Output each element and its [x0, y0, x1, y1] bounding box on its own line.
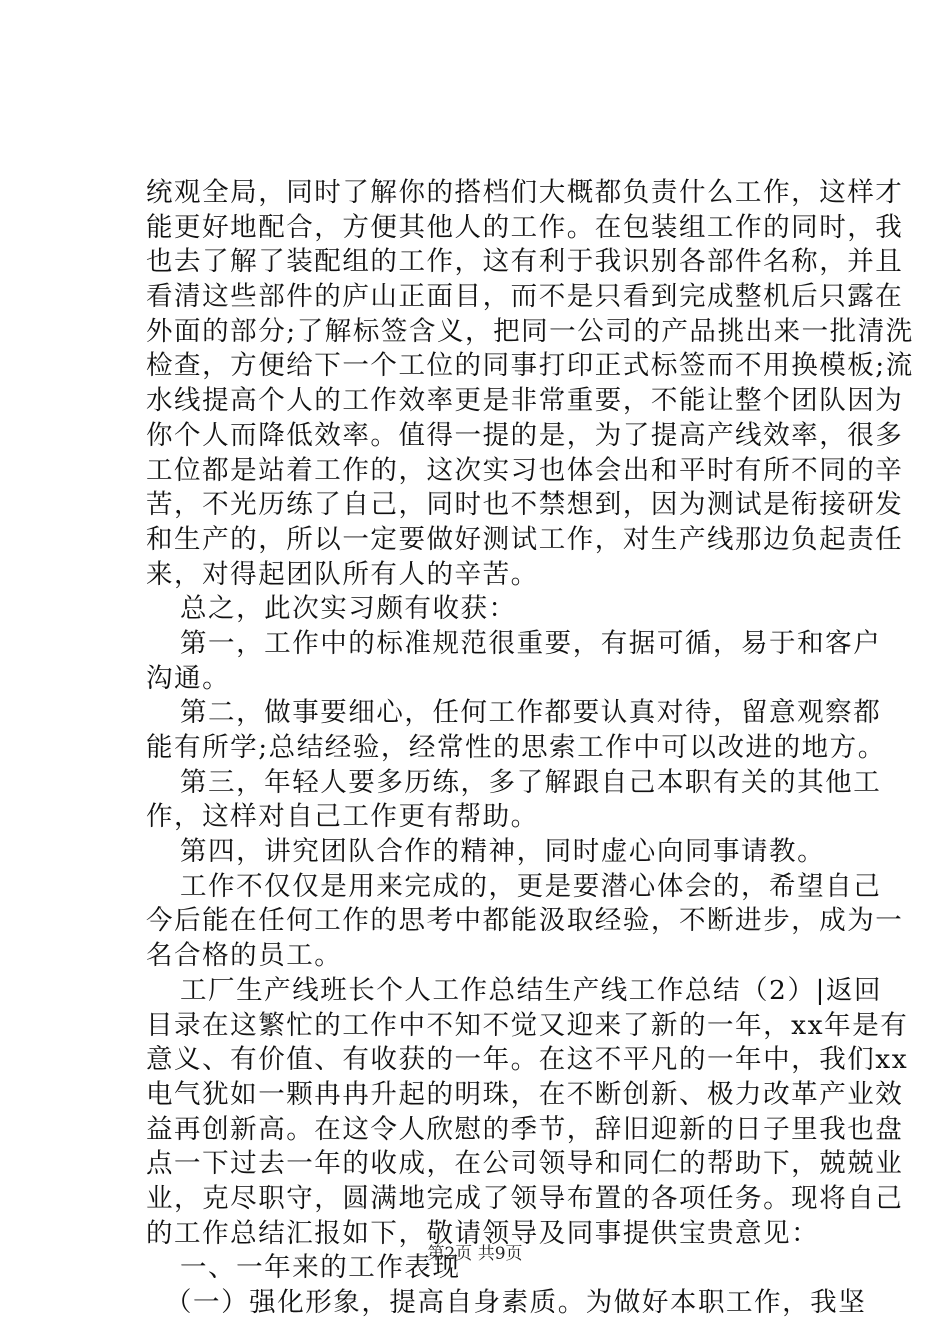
body-text	[146, 176, 914, 1321]
page-footer: 第2页 共9页	[427, 1244, 523, 1264]
text-line: 工厂生产线班长个人工作总结生产线工作总结（2）|返回	[180, 974, 883, 1006]
text-line: 点一下过去一年的收成，在公司领导和同仁的帮助下，兢兢业	[146, 1148, 904, 1180]
text-line: 作，这样对自己工作更有帮助。	[146, 801, 539, 833]
text-line: 也去了解了装配组的工作，这有利于我识别各部件名称，并且	[146, 246, 904, 278]
text-line: 和生产的，所以一定要做好测试工作，对生产线那边负起责任	[146, 523, 904, 555]
text-line: 今后能在任何工作的思考中都能汲取经验，不断进步，成为一	[146, 905, 904, 937]
text-line: 一、一年来的工作表现	[180, 1252, 461, 1284]
text-line: 外面的部分;了解标签含义，把同一公司的产品挑出来一批清洗	[146, 315, 914, 347]
text-line: 你个人而降低效率。值得一提的是，为了提高产线效率，很多	[146, 419, 904, 451]
text-line: 目录在这繁忙的工作中不知不觉又迎来了新的一年，xx年是有	[146, 1009, 909, 1041]
text-line: 来，对得起团队所有人的辛苦。	[146, 558, 539, 590]
text-line: 苦，不光历练了自己，同时也不禁想到，因为测试是衔接研发	[146, 489, 904, 521]
text-line: 意义、有价值、有收获的一年。在这不平凡的一年中，我们xx	[146, 1044, 909, 1076]
text-line: 能更好地配合，方便其他人的工作。在包装组工作的同时，我	[146, 211, 904, 243]
text-line: 工位都是站着工作的，这次实习也体会出和平时有所不同的辛	[146, 454, 904, 486]
text-line: （一）强化形象，提高自身素质。为做好本职工作，我坚	[165, 1287, 867, 1318]
text-line: 的工作总结汇报如下，敬请领导及同事提供宝贵意见：	[146, 1217, 820, 1249]
text-line: 沟通。	[146, 662, 231, 694]
text-line: 检查，方便给下一个工位的同事打印正式标签而不用换模板;流	[146, 350, 914, 382]
text-line: 第四，讲究团队合作的精神，同时虚心向同事请教。	[180, 836, 826, 868]
text-line: 统观全局，同时了解你的搭档们大概都负责什么工作，这样才	[146, 177, 904, 208]
text-line: 益再创新高。在这令人欣慰的季节，辞旧迎新的日子里我也盘	[146, 1113, 904, 1145]
text-line: 第三，年轻人要多历练，多了解跟自己本职有关的其他工	[180, 766, 882, 798]
text-line: 总之，此次实习颇有收获：	[180, 593, 517, 625]
text-line: 能有所学;总结经验，经常性的思索工作中可以改进的地方。	[146, 732, 886, 763]
text-line: 名合格的员工。	[146, 940, 343, 972]
text-line: 工作不仅仅是用来完成的，更是要潜心体会的，希望自己	[180, 870, 882, 902]
text-line: 水线提高个人的工作效率更是非常重要，不能让整个团队因为	[146, 385, 904, 417]
text-line: 第二，做事要细心，任何工作都要认真对待，留意观察都	[180, 697, 882, 729]
text-line: 业，克尽职守，圆满地完成了领导布置的各项任务。现将自己	[146, 1182, 904, 1214]
text-line: 看清这些部件的庐山正面目，而不是只看到完成整机后只露在	[146, 281, 904, 313]
text-line: 第一，工作中的标准规范很重要，有据可循，易于和客户	[180, 627, 882, 659]
text-line: 电气犹如一颗冉冉升起的明珠，在不断创新、极力改革产业效	[146, 1078, 904, 1110]
